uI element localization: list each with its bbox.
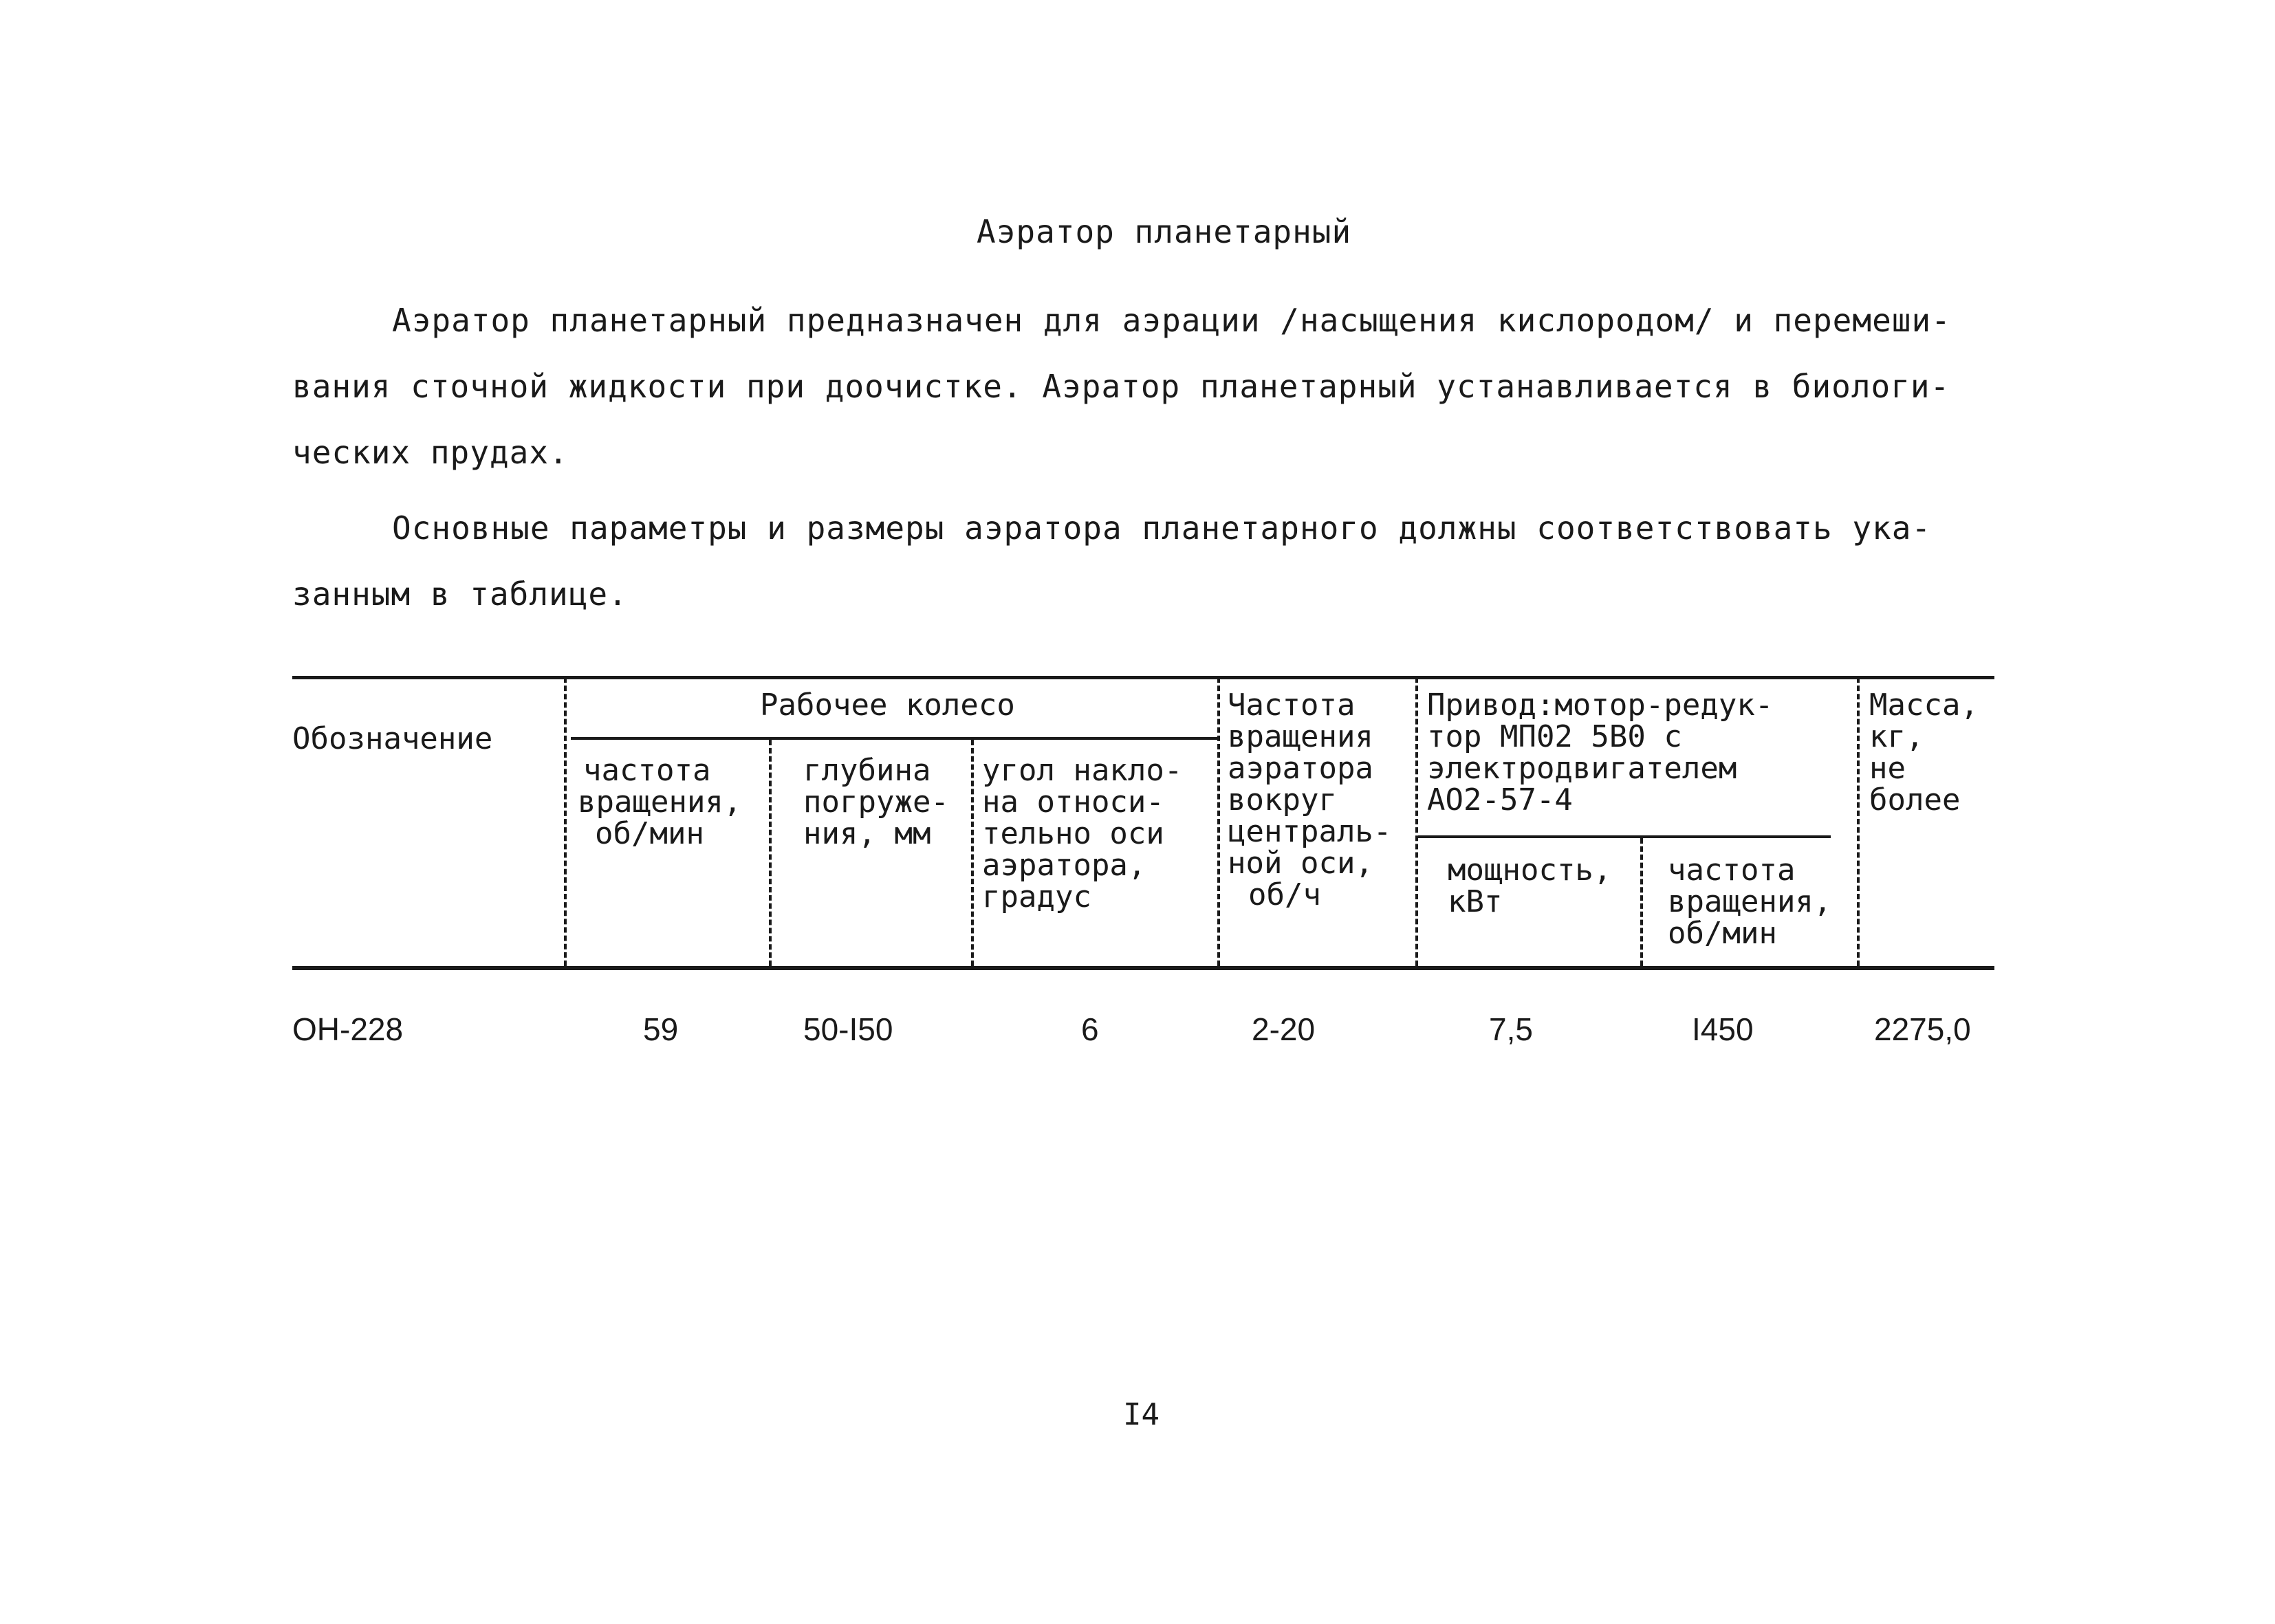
impeller-group-rule (571, 737, 1217, 740)
table-header-bottom-rule (292, 966, 1994, 970)
paragraph-line: вания сточной жидкости при доочистке. Аэратор планетарный устанавливается в биологи- (292, 368, 1950, 405)
cell-power: 7,5 (1489, 1011, 1533, 1047)
column-separator (564, 677, 567, 966)
paragraph-purpose (292, 287, 1998, 485)
paragraph-parameters (292, 495, 1998, 627)
column-separator (1857, 677, 1860, 966)
header-designation: Обозначение (292, 721, 493, 756)
header-power: мощность, кВт (1448, 853, 1612, 919)
cell-tilt-angle: 6 (1081, 1011, 1099, 1047)
header-motor-speed: частота вращения, об/мин (1668, 853, 1832, 951)
cell-impeller-speed: 59 (643, 1011, 679, 1047)
column-separator (769, 740, 772, 966)
cell-mass: 2275,0 (1874, 1011, 1971, 1047)
cell-rotation-frequency: 2-20 (1252, 1011, 1316, 1047)
header-impeller-group: Рабочее колесо (760, 688, 1015, 723)
column-separator (971, 740, 974, 966)
paragraph-line: Аэратор планетарный предназначен для аэрации /насыщения кислородом/ и перемеши- (392, 302, 1951, 339)
cell-motor-speed: I450 (1692, 1011, 1754, 1047)
header-rotation-frequency: Частота вращения аэратора вокруг централь- ной оси, об/ч (1228, 688, 1392, 912)
header-tilt-angle: угол накло- на относи- тельно оси аэратора, градус (982, 753, 1183, 914)
paragraph-line: Основные параметры и размеры аэратора планетарного должны соответствовать ука- (392, 509, 1932, 547)
document-title: Аэратор планетарный (977, 213, 1352, 250)
page-number: I4 (1123, 1397, 1160, 1432)
cell-designation: ОН-228 (292, 1011, 404, 1047)
header-immersion-depth: глубина погруже- ния, мм (803, 753, 949, 851)
column-separator (1415, 677, 1418, 966)
header-mass: Масса, кг, не более (1869, 688, 1979, 818)
drive-group-rule (1418, 835, 1831, 838)
header-drive-group: Привод:мотор-редук- тор МП02 5В0 с электродвигателем АО2-57-4 (1427, 688, 1774, 818)
column-separator (1217, 677, 1220, 966)
cell-immersion-depth: 50-I50 (803, 1011, 893, 1047)
paragraph-line: занным в таблице. (292, 575, 628, 613)
column-separator (1640, 838, 1643, 966)
header-impeller-speed: частота вращения, об/мин (578, 753, 742, 851)
paragraph-line: ческих прудах. (292, 434, 569, 471)
table-top-rule (292, 676, 1994, 679)
